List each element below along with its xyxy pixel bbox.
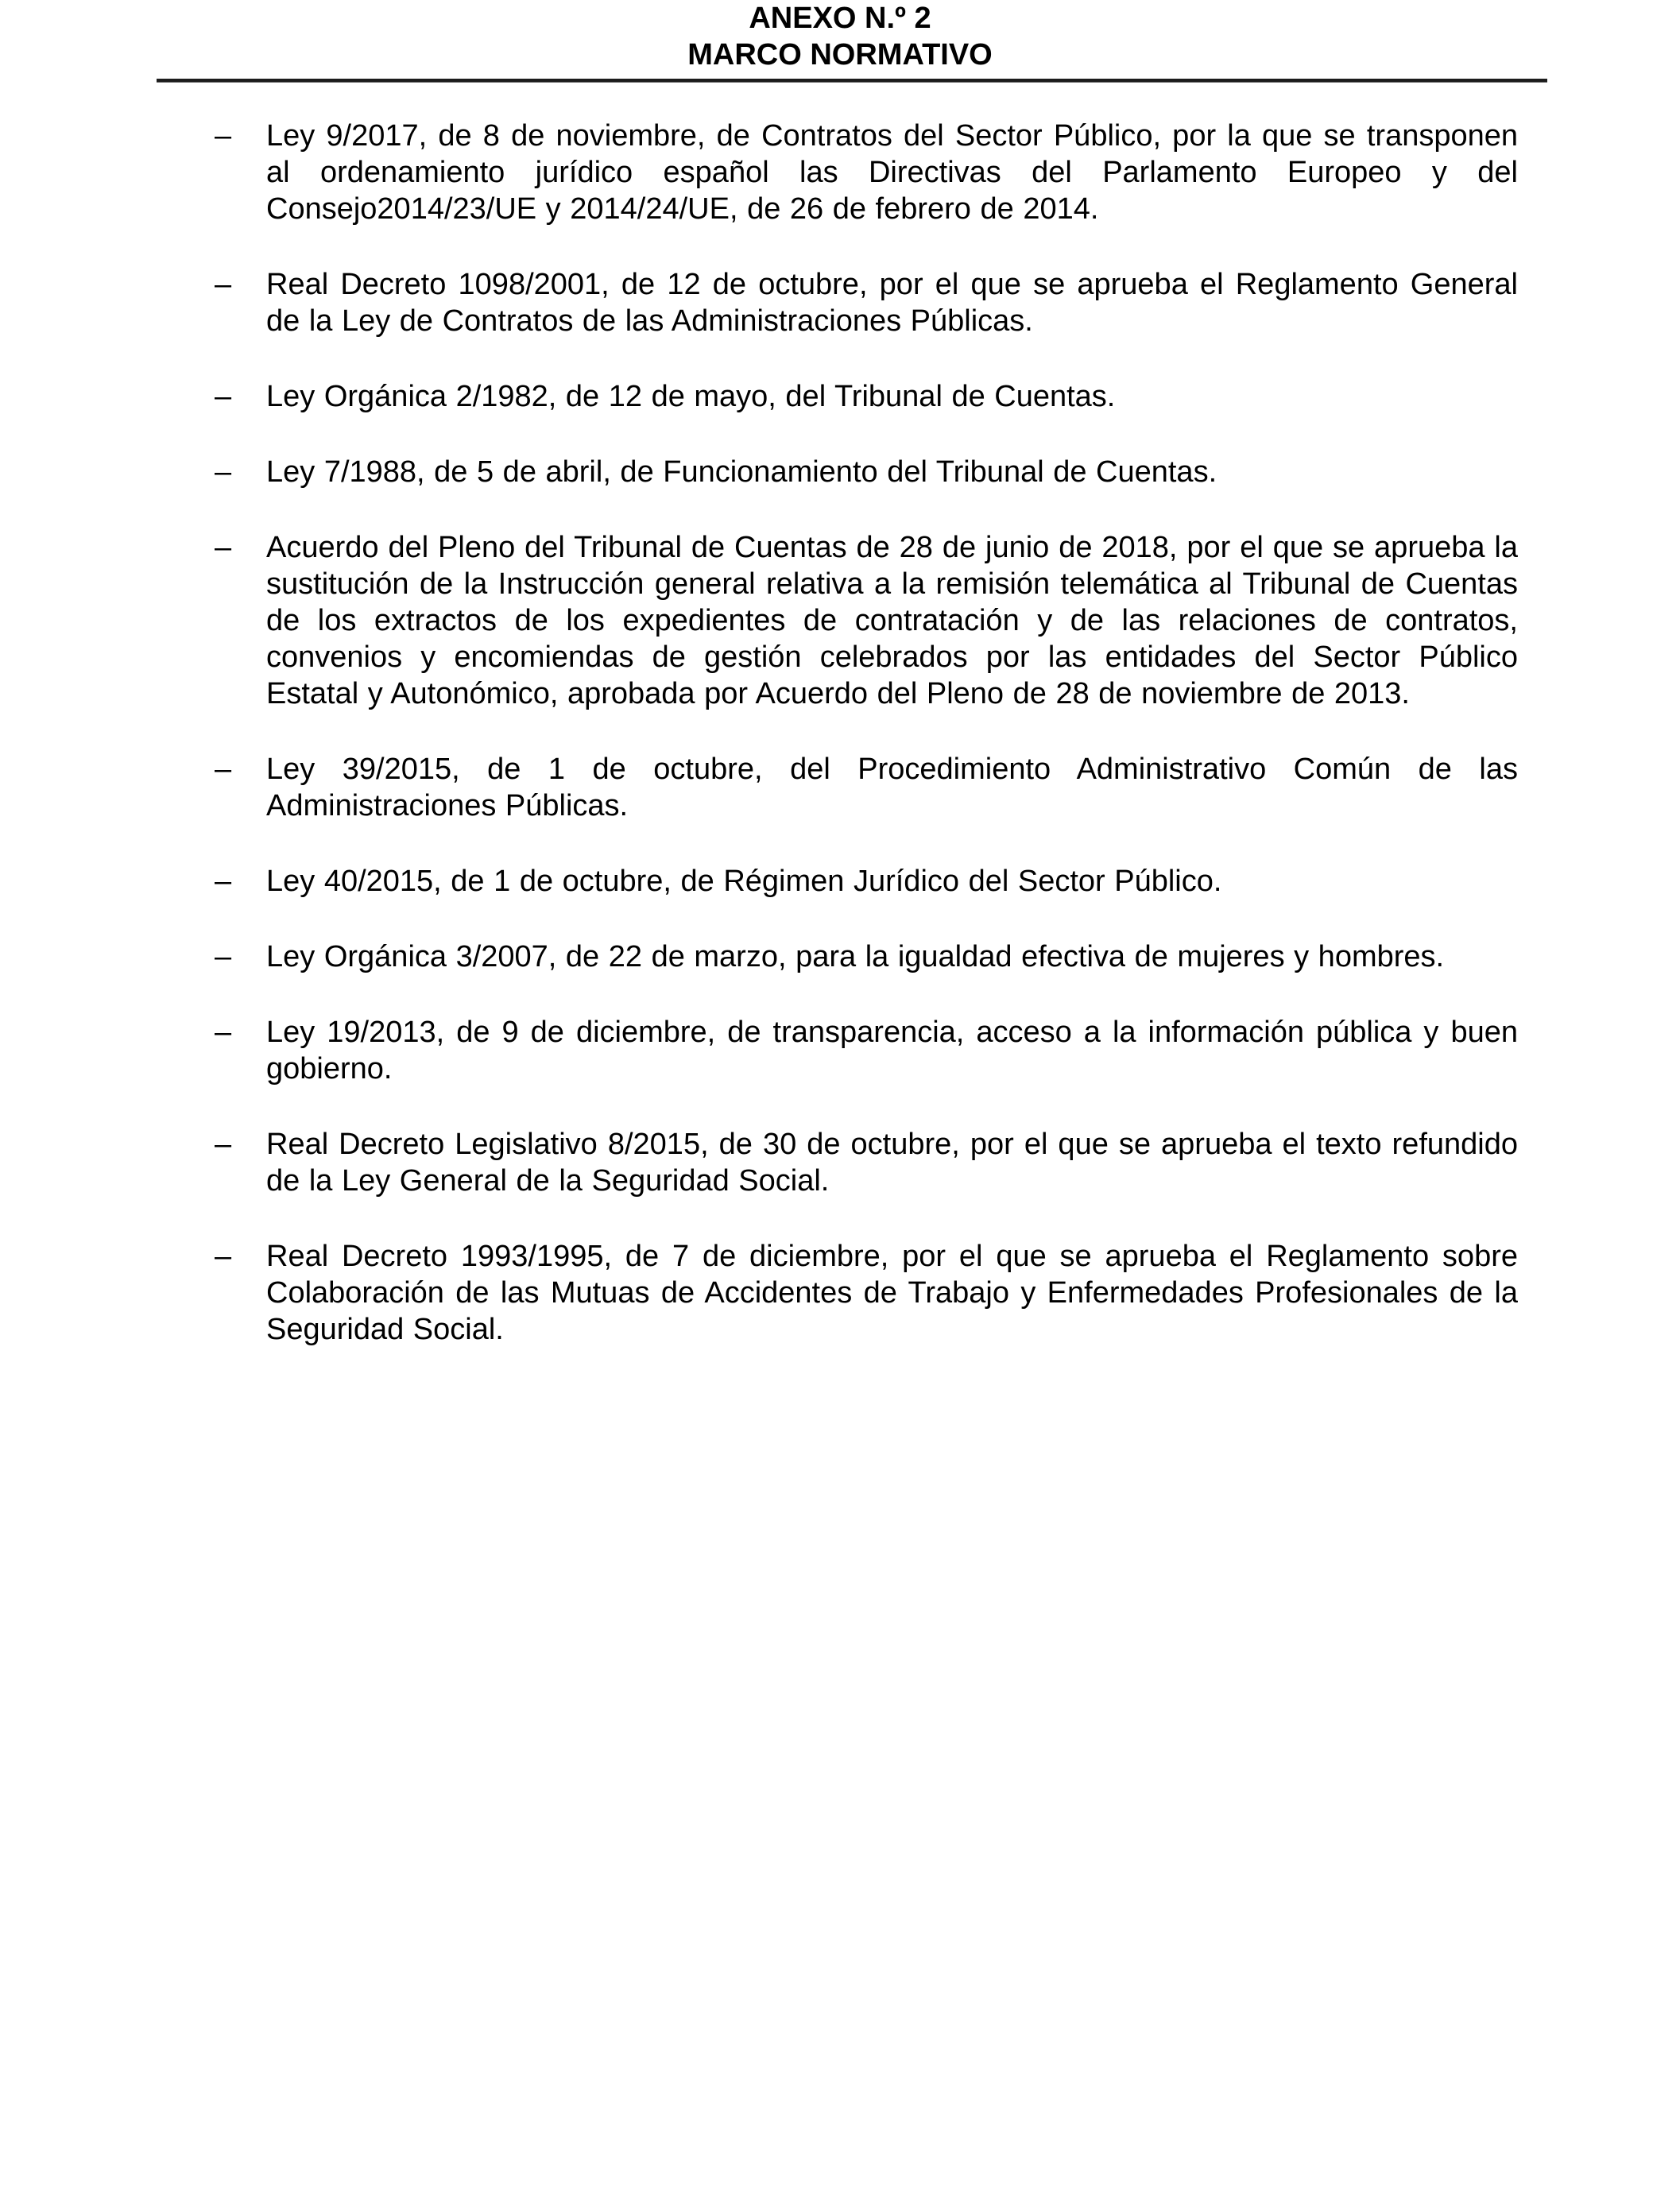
list-item-text: Ley 7/1988, de 5 de abril, de Funcionamiento del Tribunal de Cuentas.: [266, 455, 1217, 489]
dash-bullet: –: [215, 1128, 232, 1161]
dash-bullet: –: [215, 119, 232, 153]
dash-bullet: –: [215, 268, 232, 301]
annex-number-heading: ANEXO N.º 2: [749, 2, 931, 35]
dash-bullet: –: [215, 940, 232, 973]
list-item: [215, 939, 1518, 975]
dash-bullet: –: [215, 1016, 232, 1049]
dash-bullet: –: [215, 865, 232, 898]
normative-list: [0, 118, 1680, 1348]
marco-normativo-heading: MARCO NORMATIVO: [687, 38, 993, 72]
list-item: [215, 751, 1518, 824]
list-item: [215, 1238, 1518, 1348]
list-item: [215, 378, 1518, 415]
dash-bullet: –: [215, 380, 232, 413]
list-item-text: Real Decreto Legislativo 8/2015, de 30 de octubre, por el que se aprueba el texto refundido de la Ley General de la Seguridad Social.: [266, 1128, 1518, 1198]
list-item-text: Ley 40/2015, de 1 de octubre, de Régimen Jurídico del Sector Público.: [266, 865, 1222, 898]
dash-bullet: –: [215, 753, 232, 786]
list-item-text: Real Decreto 1993/1995, de 7 de diciembre, por el que se aprueba el Reglamento sobre Colaboración de las Mutuas de Accidentes de Trabajo y Enfermedades Profesionales de la Seguridad Social.: [266, 1240, 1518, 1346]
dash-bullet: –: [215, 455, 232, 489]
list-item: [215, 1126, 1518, 1199]
list-item-text: Real Decreto 1098/2001, de 12 de octubre, por el que se aprueba el Reglamento General de la Ley de Contratos de las Administraciones Públicas.: [266, 268, 1518, 338]
list-item-text: Ley Orgánica 3/2007, de 22 de marzo, para la igualdad efectiva de mujeres y hombres.: [266, 940, 1445, 973]
list-item-text: Ley 19/2013, de 9 de diciembre, de transparencia, acceso a la información pública y buen gobierno.: [266, 1016, 1518, 1086]
list-item-text: Ley 39/2015, de 1 de octubre, del Procedimiento Administrativo Común de las Administraciones Públicas.: [266, 753, 1518, 822]
list-item: [215, 118, 1518, 227]
list-item: [215, 529, 1518, 712]
list-item: [215, 266, 1518, 339]
list-item-text: Ley 9/2017, de 8 de noviembre, de Contratos del Sector Público, por la que se transponen al ordenamiento jurídico español las Directivas del Parlamento Europeo y del Consejo2014/23/UE y 2014/24/UE, de 26 de febrero de 2014.: [266, 119, 1518, 226]
list-item: [215, 454, 1518, 490]
header-divider: [157, 79, 1547, 83]
dash-bullet: –: [215, 1240, 232, 1273]
list-item-text: Ley Orgánica 2/1982, de 12 de mayo, del Tribunal de Cuentas.: [266, 380, 1116, 413]
list-item: [215, 863, 1518, 900]
list-item-text: Acuerdo del Pleno del Tribunal de Cuentas de 28 de junio de 2018, por el que se aprueba la sustitución de la Instrucción general relativa a la remisión telemática al Tribunal de Cuentas de los extractos de los expedientes de contratación y de las relaciones de contratos, convenios y encomiendas de gestión celebrados por las entidades del Sector Público Estatal y Autonómico, aprobada por Acuerdo del Pleno de 28 de noviembre de 2013.: [266, 531, 1518, 710]
dash-bullet: –: [215, 531, 232, 564]
page-header: [0, 0, 1680, 73]
list-item: [215, 1014, 1518, 1087]
